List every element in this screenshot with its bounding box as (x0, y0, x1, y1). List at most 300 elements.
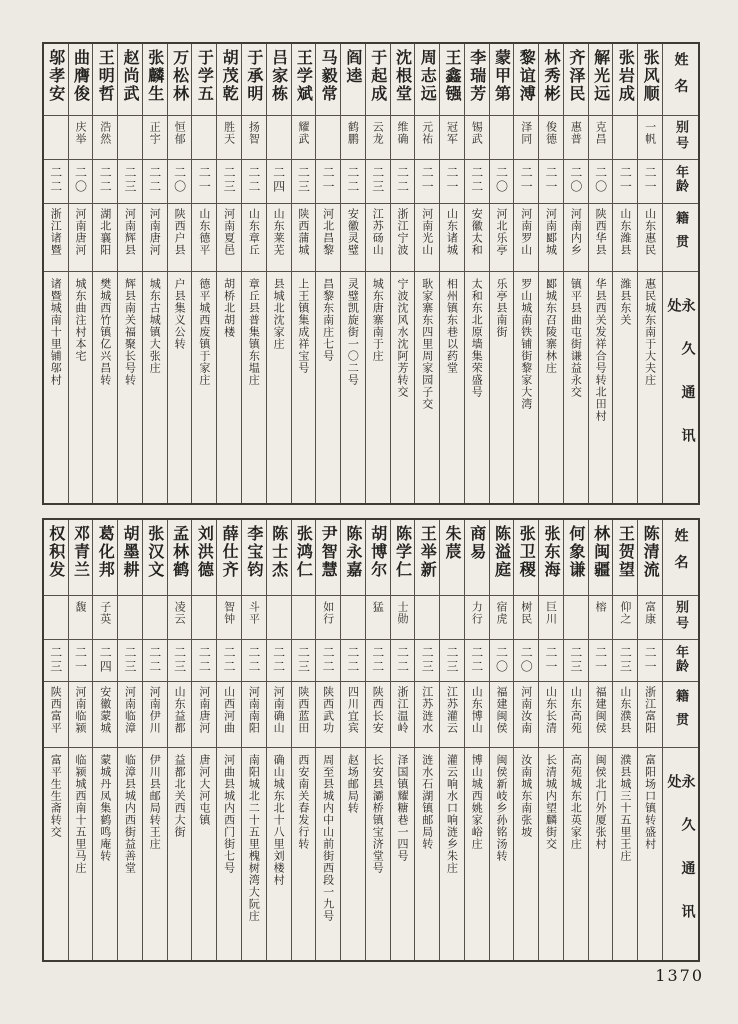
person-address: 城东曲注村本宅 (74, 278, 87, 362)
person-native-place: 江苏灌云 (445, 686, 459, 734)
age-cell (440, 160, 464, 204)
header-cell-native (663, 204, 698, 272)
address-cell (242, 748, 266, 960)
address-cell (490, 272, 514, 503)
alias-cell (242, 116, 266, 160)
person-name: 权积发 (46, 525, 66, 579)
name-cell (341, 44, 365, 116)
person-address: 闽侯北门外厦张村 (594, 754, 608, 850)
address-cell (440, 272, 464, 503)
person-alias: 鹤鹏 (346, 121, 360, 145)
alias-cell (69, 116, 93, 160)
person-native-place: 河南辉县 (123, 208, 137, 256)
header-cell-alias (663, 596, 698, 640)
person-age: 二三 (618, 646, 633, 674)
native-place-cell (93, 682, 117, 748)
native-place-cell (192, 682, 216, 748)
age-cell (267, 160, 291, 204)
person-name: 万松林 (170, 49, 190, 103)
person-name: 邬孝安 (46, 49, 66, 103)
age-cell (564, 160, 588, 204)
header-label-address: 永久通讯处 (665, 774, 696, 948)
person-address: 昌黎东南庄七号 (321, 278, 335, 362)
address-cell (465, 272, 489, 503)
person-address: 赵场邮局转 (346, 754, 360, 814)
header-cell-address (663, 748, 698, 960)
age-cell (118, 160, 142, 204)
name-cell (44, 520, 68, 596)
person-native-place: 山东莱芜 (272, 208, 286, 256)
person-native-place: 安徽太和 (470, 208, 484, 256)
person-age: 二二 (48, 166, 63, 194)
person-alias: 猛 (371, 601, 385, 613)
address-cell (613, 748, 637, 960)
person-address: 河曲县城内西门街七号 (222, 754, 236, 874)
person-name: 何象谦 (566, 525, 586, 579)
person-name: 尹智慧 (319, 525, 339, 579)
person-age: 二二 (246, 166, 261, 194)
address-cell (292, 748, 316, 960)
person-native-place: 河南临颍 (74, 686, 87, 734)
person-alias: 耀武 (296, 121, 310, 145)
person-name: 王贺望 (616, 525, 636, 579)
person-alias: 恒郁 (173, 121, 187, 145)
person-column (44, 520, 68, 960)
address-cell (490, 748, 514, 960)
name-cell (93, 520, 117, 596)
person-name: 张东海 (542, 525, 562, 579)
address-cell (391, 272, 415, 503)
name-cell (143, 520, 167, 596)
person-native-place: 河南夏邑 (222, 208, 236, 256)
address-cell (638, 748, 662, 960)
alias-cell (490, 596, 514, 640)
alias-cell (465, 116, 489, 160)
age-cell (341, 160, 365, 204)
alias-cell (539, 596, 563, 640)
name-cell (465, 44, 489, 116)
person-native-place: 浙江诸暨 (49, 208, 63, 256)
person-name: 刘洪德 (195, 525, 215, 579)
person-native-place: 陕西武功 (321, 686, 335, 734)
person-column (241, 44, 266, 503)
person-name: 张鸿仁 (294, 525, 314, 579)
person-column (266, 44, 291, 503)
person-name: 张汉文 (145, 525, 165, 579)
person-name: 胡博尔 (368, 525, 388, 579)
person-column (117, 44, 142, 503)
person-address: 灵璧凯旋街一〇二号 (346, 278, 360, 386)
person-address: 汝南城东南张坡 (519, 754, 533, 838)
header-label-native: 籍贯 (673, 689, 688, 736)
person-name: 齐泽民 (566, 49, 586, 103)
address-cell (93, 272, 117, 503)
person-alias: 泽同 (519, 121, 533, 145)
person-address: 伊川县邮局转王庄 (148, 754, 162, 850)
alias-cell (316, 116, 340, 160)
native-place-cell (69, 204, 93, 272)
address-cell (415, 748, 439, 960)
person-name: 陈士杰 (269, 525, 289, 579)
person-column (216, 44, 241, 503)
native-place-cell (44, 682, 68, 748)
alias-cell (93, 116, 117, 160)
address-cell (589, 272, 613, 503)
name-cell (217, 44, 241, 116)
person-age: 二三 (222, 166, 237, 194)
age-cell (192, 160, 216, 204)
native-place-cell (242, 682, 266, 748)
person-address: 城东唐寨南于庄 (371, 278, 385, 362)
native-place-cell (638, 682, 662, 748)
header-cell-address (663, 272, 698, 503)
header-label-alias: 别号 (673, 120, 688, 153)
age-cell (69, 160, 93, 204)
register-table-bottom (42, 518, 700, 962)
person-native-place: 安徽蒙城 (98, 686, 112, 734)
person-column (216, 520, 241, 960)
person-alias: 元祐 (420, 121, 434, 145)
age-cell (69, 640, 93, 682)
person-column (68, 44, 93, 503)
person-native-place: 湖北襄阳 (98, 208, 112, 256)
age-cell (44, 640, 68, 682)
alias-cell (118, 596, 142, 640)
address-cell (292, 272, 316, 503)
alias-cell (69, 596, 93, 640)
name-cell (292, 44, 316, 116)
age-cell (514, 640, 538, 682)
alias-cell (217, 116, 241, 160)
age-cell (192, 640, 216, 682)
name-cell (490, 520, 514, 596)
header-label-age: 年龄 (673, 165, 688, 194)
age-cell (539, 640, 563, 682)
person-native-place: 浙江富阳 (643, 686, 657, 734)
person-column (538, 520, 563, 960)
person-column (414, 520, 439, 960)
alias-cell (217, 596, 241, 640)
person-age: 二三 (296, 166, 311, 194)
person-age: 二二 (147, 166, 162, 194)
alias-cell (391, 116, 415, 160)
alias-cell (514, 596, 538, 640)
age-cell (341, 640, 365, 682)
person-column (68, 520, 93, 960)
name-cell (638, 520, 662, 596)
person-column (191, 44, 216, 503)
person-address: 章丘县普集镇东塭庄 (247, 278, 261, 386)
age-cell (465, 160, 489, 204)
person-age: 二二 (222, 646, 237, 674)
name-cell (118, 44, 142, 116)
address-cell (465, 748, 489, 960)
alias-cell (341, 596, 365, 640)
name-cell (316, 520, 340, 596)
person-age: 二一 (643, 166, 658, 194)
person-column (464, 44, 489, 503)
name-cell (168, 44, 192, 116)
alias-cell (589, 596, 613, 640)
header-label-alias: 别号 (673, 600, 688, 633)
alias-cell (539, 116, 563, 160)
person-native-place: 河南内乡 (569, 208, 583, 256)
person-name: 林秀彬 (542, 49, 562, 103)
person-native-place: 河南罗山 (519, 208, 533, 256)
person-native-place: 安徽灵璧 (346, 208, 360, 256)
person-native-place: 河南唐河 (148, 208, 162, 256)
header-cell-age (663, 640, 698, 682)
person-alias: 俊德 (544, 121, 558, 145)
address-cell (366, 748, 390, 960)
native-place-cell (341, 682, 365, 748)
native-place-cell (44, 204, 68, 272)
person-native-place: 江苏涟水 (420, 686, 434, 734)
person-alias: 胜天 (222, 121, 236, 145)
native-place-cell (316, 204, 340, 272)
age-cell (143, 160, 167, 204)
native-place-cell (539, 682, 563, 748)
native-place-cell (366, 682, 390, 748)
native-place-cell (391, 204, 415, 272)
name-cell (539, 44, 563, 116)
person-column (365, 520, 390, 960)
alias-cell (267, 596, 291, 640)
address-cell (564, 748, 588, 960)
native-place-cell (242, 204, 266, 272)
person-age: 二二 (98, 166, 113, 194)
alias-cell (391, 596, 415, 640)
native-place-cell (415, 204, 439, 272)
name-cell (292, 520, 316, 596)
alias-cell (168, 116, 192, 160)
person-alias: 浩然 (98, 121, 112, 145)
person-age: 二一 (519, 166, 534, 194)
native-place-cell (316, 682, 340, 748)
person-native-place: 河南唐河 (197, 686, 211, 734)
alias-cell (465, 596, 489, 640)
alias-cell (415, 116, 439, 160)
person-native-place: 陕西富平 (49, 686, 63, 734)
native-place-cell (514, 682, 538, 748)
person-native-place: 福建闽侯 (495, 686, 509, 734)
age-cell (217, 160, 241, 204)
native-place-cell (192, 204, 216, 272)
person-column (563, 520, 588, 960)
name-cell (192, 44, 216, 116)
address-cell (69, 272, 93, 503)
name-cell (564, 520, 588, 596)
person-address: 华县西关发祥合号转北田村 (594, 278, 608, 422)
person-age: 二〇 (519, 646, 534, 674)
person-name: 商易 (467, 525, 487, 561)
alias-cell (514, 116, 538, 160)
person-age: 二一 (420, 166, 435, 194)
age-cell (589, 160, 613, 204)
person-age: 二一 (73, 646, 88, 674)
age-cell (440, 640, 464, 682)
alias-cell (192, 596, 216, 640)
native-place-cell (292, 682, 316, 748)
person-name: 黎谊溥 (517, 49, 537, 103)
native-place-cell (638, 204, 662, 272)
person-column (92, 44, 117, 503)
person-native-place: 江苏砀山 (371, 208, 385, 256)
name-cell (613, 520, 637, 596)
person-address: 益都北关西大街 (173, 754, 187, 838)
address-cell (341, 272, 365, 503)
alias-cell (118, 116, 142, 160)
person-age: 二四 (271, 166, 286, 194)
header-label-age: 年龄 (673, 645, 688, 674)
person-alias: 斗平 (247, 601, 261, 625)
person-name: 张岩成 (616, 49, 636, 103)
name-cell (366, 520, 390, 596)
person-address: 宁波沈风水沈阿芳转交 (395, 278, 409, 398)
person-address: 西安南关春发行转 (296, 754, 310, 850)
address-cell (267, 748, 291, 960)
native-place-cell (93, 204, 117, 272)
person-alias: 智钟 (222, 601, 236, 625)
address-cell (143, 272, 167, 503)
address-cell (192, 272, 216, 503)
person-column (340, 44, 365, 503)
age-cell (93, 640, 117, 682)
person-age: 二〇 (568, 166, 583, 194)
alias-cell (440, 116, 464, 160)
person-name: 陈学仁 (393, 525, 413, 579)
person-native-place: 陕西华县 (594, 208, 608, 256)
address-cell (267, 272, 291, 503)
native-place-cell (440, 682, 464, 748)
person-age: 二一 (618, 166, 633, 194)
alias-cell (638, 596, 662, 640)
person-alias: 榕 (594, 601, 608, 613)
person-native-place: 陕西户县 (173, 208, 187, 256)
person-address: 灌云响水口响涟乡朱庄 (445, 754, 459, 874)
header-cell-age (663, 160, 698, 204)
native-place-cell (217, 682, 241, 748)
person-age: 二三 (444, 646, 459, 674)
person-alias: 一帆 (643, 121, 657, 145)
address-cell (415, 272, 439, 503)
person-alias: 维确 (395, 121, 409, 145)
person-address: 诸暨城南十里铺邬村 (49, 278, 63, 386)
alias-cell (564, 116, 588, 160)
person-native-place: 山东章丘 (247, 208, 261, 256)
age-cell (391, 640, 415, 682)
person-age: 二二 (197, 646, 212, 674)
age-cell (316, 640, 340, 682)
name-cell (118, 520, 142, 596)
name-cell (242, 520, 266, 596)
person-native-place: 河北乐亭 (495, 208, 509, 256)
person-column (588, 44, 613, 503)
name-cell (638, 44, 662, 116)
person-column (266, 520, 291, 960)
address-cell (564, 272, 588, 503)
person-name: 陈清流 (641, 525, 661, 579)
person-column (117, 520, 142, 960)
person-native-place: 山东益都 (173, 686, 187, 734)
address-cell (44, 748, 68, 960)
person-column (167, 44, 192, 503)
alias-cell (93, 596, 117, 640)
person-name: 吕家栋 (269, 49, 289, 103)
person-native-place: 河南汝南 (519, 686, 533, 734)
name-cell (490, 44, 514, 116)
person-alias: 庆举 (74, 121, 87, 145)
person-column (390, 520, 415, 960)
person-column (44, 44, 68, 503)
age-cell (613, 640, 637, 682)
person-native-place: 河南临漳 (123, 686, 137, 734)
person-name: 朱莀 (442, 525, 462, 561)
age-cell (539, 160, 563, 204)
name-cell (440, 44, 464, 116)
person-column (513, 520, 538, 960)
native-place-cell (366, 204, 390, 272)
person-alias: 如行 (321, 601, 335, 625)
person-name: 周志远 (418, 49, 438, 103)
person-column (142, 44, 167, 503)
address-cell (217, 272, 241, 503)
native-place-cell (415, 682, 439, 748)
person-name: 阎逵 (343, 49, 363, 85)
person-alias: 力行 (470, 601, 484, 625)
person-address: 乐亭县南街 (495, 278, 509, 338)
address-cell (589, 748, 613, 960)
age-cell (168, 640, 192, 682)
person-alias: 云龙 (371, 121, 385, 145)
alias-cell (490, 116, 514, 160)
native-place-cell (118, 204, 142, 272)
person-address: 镇平县曲屯街谦益永交 (569, 278, 583, 398)
person-age: 二〇 (73, 166, 88, 194)
person-age: 二三 (568, 646, 583, 674)
address-cell (638, 272, 662, 503)
person-address: 城东古城镇大张庄 (148, 278, 162, 374)
alias-cell (415, 596, 439, 640)
address-cell (143, 748, 167, 960)
person-column (92, 520, 117, 960)
person-address: 唐河大河屯镇 (197, 754, 211, 826)
person-alias: 扬智 (247, 121, 261, 145)
person-age: 二〇 (494, 646, 509, 674)
person-native-place: 浙江宁波 (395, 208, 409, 256)
native-place-cell (143, 204, 167, 272)
age-cell (465, 640, 489, 682)
age-cell (391, 160, 415, 204)
person-name: 张卫稷 (517, 525, 537, 579)
alias-cell (638, 116, 662, 160)
name-cell (613, 44, 637, 116)
alias-cell (366, 596, 390, 640)
person-column (439, 44, 464, 503)
address-cell (168, 748, 192, 960)
person-age: 二四 (98, 646, 113, 674)
person-address: 上王镇集成祥宝号 (296, 278, 310, 374)
name-cell (267, 520, 291, 596)
address-cell (192, 748, 216, 960)
alias-cell (440, 596, 464, 640)
person-age: 二二 (370, 646, 385, 674)
person-column (513, 44, 538, 503)
name-cell (366, 44, 390, 116)
person-name: 陈溢庭 (492, 525, 512, 579)
native-place-cell (490, 682, 514, 748)
person-native-place: 山东惠民 (643, 208, 657, 256)
